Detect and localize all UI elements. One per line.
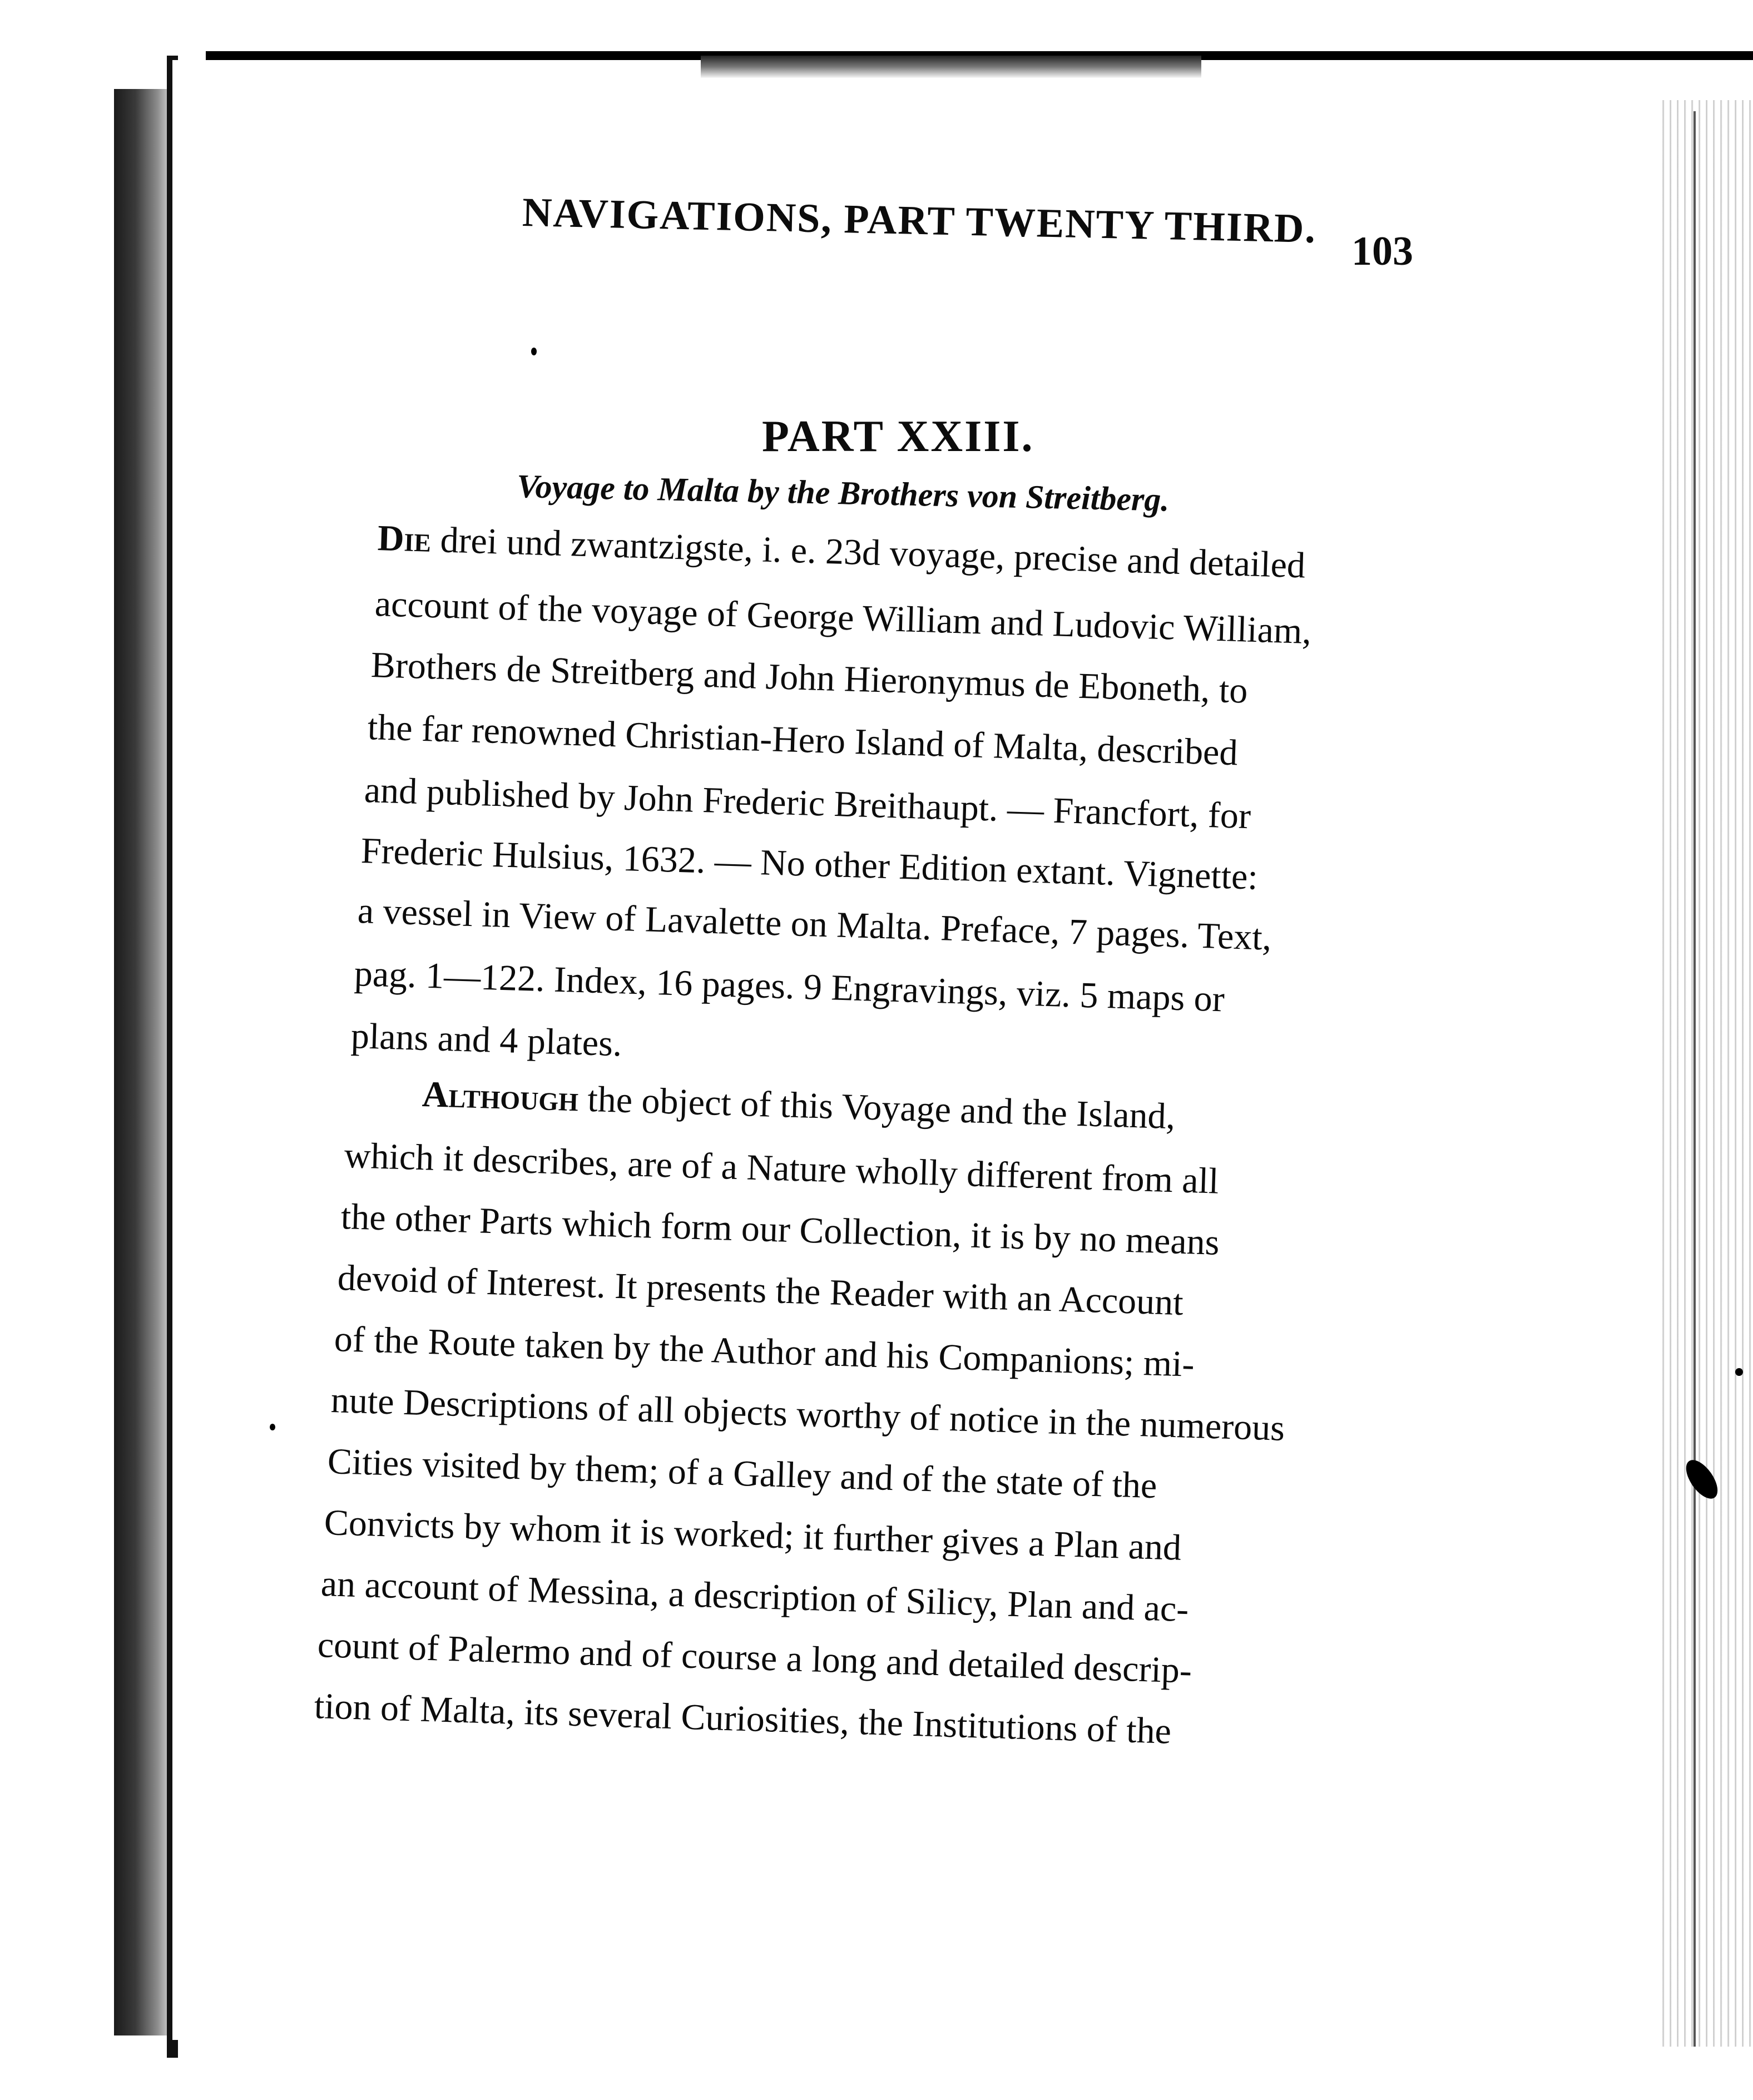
text-span: count of Palermo and of course a long and detailed descrip- — [316, 1624, 1192, 1691]
fore-edge-pages — [1657, 100, 1752, 2047]
text-span: the object of this Voyage and the Island, — [577, 1078, 1176, 1137]
text-span: account of the voyage of George William and Ludovic William, — [374, 583, 1312, 652]
fore-edge-line — [1693, 111, 1696, 2047]
text-span: the far renowned Christian-Hero Island of Malta, described — [367, 707, 1239, 774]
text-span: Cities visited by them; of a Galley and of the state of the — [326, 1441, 1158, 1507]
ink-speck — [1735, 1368, 1743, 1376]
section-subtitle: Voyage to Malta by the Brothers von Streitberg. — [516, 467, 1170, 518]
book-spine-shadow — [114, 89, 175, 2035]
text-span: devoid of Interest. It presents the Reader with an Account — [336, 1257, 1184, 1324]
running-head: NAVIGATIONS, PART TWENTY THIRD. — [522, 189, 1317, 252]
text-span: Frederic Hulsius, 1632. — No other Edition extant. Vignette: — [360, 830, 1259, 898]
text-span: the other Parts which form our Collection, it is by no means — [340, 1196, 1220, 1263]
text-span: drei und zwantzigste, i. e. 23d voyage, precise and detailed — [430, 519, 1306, 586]
text-span: tion of Malta, its several Curiosities, the Institutions of the — [313, 1686, 1172, 1752]
text-span: an account of Messina, a description of Silicy, Plan and ac- — [320, 1563, 1190, 1630]
text-span: and published by John Frederic Breithaupt. — Francfort, for — [363, 770, 1252, 837]
section-title: PART XXIII. — [762, 412, 1034, 461]
paragraph-lead: Die — [377, 518, 432, 560]
ink-speck — [531, 348, 537, 355]
text-span: a vessel in View of Lavalette on Malta. Preface, 7 pages. Text, — [356, 890, 1272, 958]
text-span: pag. 1—122. Index, 16 pages. 9 Engravings, viz. 5 maps or — [353, 953, 1225, 1020]
ink-speck — [270, 1424, 275, 1430]
paragraph-lead: Although — [421, 1074, 580, 1120]
text-span: nute Descriptions of all objects worthy of notice in the numerous — [330, 1380, 1285, 1449]
top-edge-shadow — [701, 56, 1201, 78]
text-span: which it describes, are of a Nature wholly different from all — [343, 1135, 1220, 1202]
page-number: 103 — [1351, 229, 1413, 274]
text-span: Brothers de Streitberg and John Hieronymus de Eboneth, to — [370, 645, 1249, 711]
text-span: of the Route taken by the Author and his Companions; mi- — [333, 1319, 1195, 1385]
text-line — [350, 1018, 622, 1062]
text-span: plans and 4 plates. — [350, 1016, 623, 1064]
text-span: Convicts by whom it is worked; it further gives a Plan and — [323, 1502, 1182, 1568]
